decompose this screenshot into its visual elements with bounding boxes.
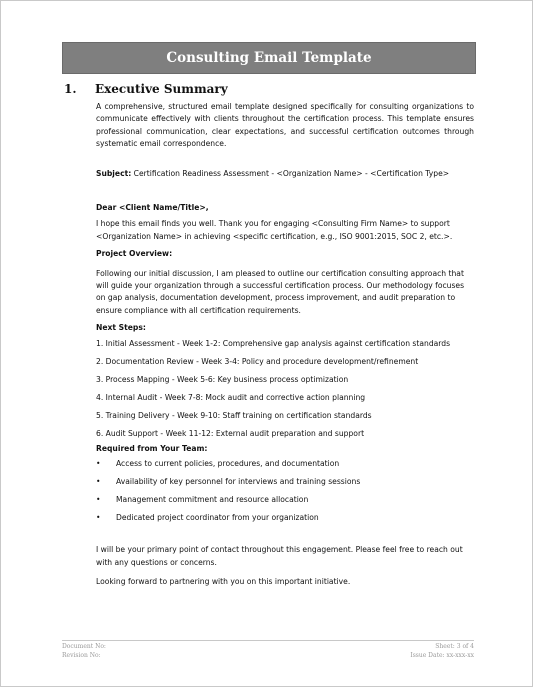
contact-paragraph: I will be your primary point of contact throughout this engagement. Please feel free to reach out with any questions or concerns. xyxy=(96,545,463,567)
list-item: 1. Initial Assessment - Week 1-2: Comprehensive gap analysis against certification standards xyxy=(96,338,451,348)
required-from-team-heading: Required from Your Team: xyxy=(96,443,208,453)
bullet-icon: • xyxy=(96,459,101,469)
subject-text: Certification Readiness Assessment - <Organization Name> - <Certification Type> xyxy=(131,168,450,178)
project-overview-paragraph: Following our initial discussion, I am pleased to outline our certification consulting approach that will guide your organization through a successful certification process. Our methodology focuses on gap analysis, documentation development, process improvement, and audit preparation to ensure compliance with all certification requirements. xyxy=(96,268,465,315)
list-item xyxy=(96,455,474,473)
revision-number-label: Revision No: xyxy=(62,652,101,659)
requirements-list xyxy=(96,455,474,527)
list-item: 2. Documentation Review - Week 3-4: Policy and procedure development/refinement xyxy=(96,356,419,366)
list-item: 3. Process Mapping - Week 5-6: Key business process optimization xyxy=(96,374,349,384)
page-footer xyxy=(62,640,474,659)
list-item-text: Availability of key personnel for interviews and training sessions xyxy=(116,477,361,487)
title-banner xyxy=(62,42,476,74)
list-item xyxy=(96,473,474,491)
next-steps-list xyxy=(96,335,474,443)
list-item xyxy=(96,491,474,509)
greeting: Dear <Client Name/Title>, xyxy=(96,203,209,213)
document-number-label: Document No: xyxy=(62,643,106,650)
list-item-text: Management commitment and resource allocation xyxy=(116,495,309,505)
project-overview-heading: Project Overview: xyxy=(96,249,173,259)
section-number: 1. xyxy=(64,82,77,96)
list-item: 4. Internal Audit - Week 7-8: Mock audit and corrective action planning xyxy=(96,392,366,402)
document-title: Consulting Email Template xyxy=(166,50,372,66)
subject-line xyxy=(96,168,474,180)
opening-paragraph: I hope this email finds you well. Thank you for engaging <Consulting Firm Name> to support <Organization Name> in achieving <specific certification, e.g., ISO 9001:2015, SOC 2, etc.>. xyxy=(96,219,453,241)
list-item-text: Access to current policies, procedures, and documentation xyxy=(116,459,340,469)
next-steps-heading: Next Steps: xyxy=(96,323,146,333)
bullet-icon: • xyxy=(96,513,101,523)
email-template-body xyxy=(96,101,474,588)
subject-label: Subject: xyxy=(96,168,132,178)
bullet-icon: • xyxy=(96,495,101,505)
sheet-number: Sheet: 3 of 4 xyxy=(435,643,474,650)
list-item: 5. Training Delivery - Week 9-10: Staff training on certification standards xyxy=(96,410,372,420)
intro-paragraph: A comprehensive, structured email template designed specifically for consulting organizations to communicate effectively with clients throughout the certification process. This template ensures professional communication, clear expectations, and successful certification outcomes through systematic email correspondence. xyxy=(96,102,474,149)
list-item xyxy=(96,509,474,527)
bullet-icon: • xyxy=(96,477,101,487)
issue-date: Issue Date: xx-xxx-xx xyxy=(410,652,474,659)
closing-line: Looking forward to partnering with you on this important initiative. xyxy=(96,576,351,586)
list-item: 6. Audit Support - Week 11-12: External audit preparation and support xyxy=(96,428,365,438)
section-title: Executive Summary xyxy=(95,82,228,96)
list-item-text: Dedicated project coordinator from your organization xyxy=(116,513,319,523)
